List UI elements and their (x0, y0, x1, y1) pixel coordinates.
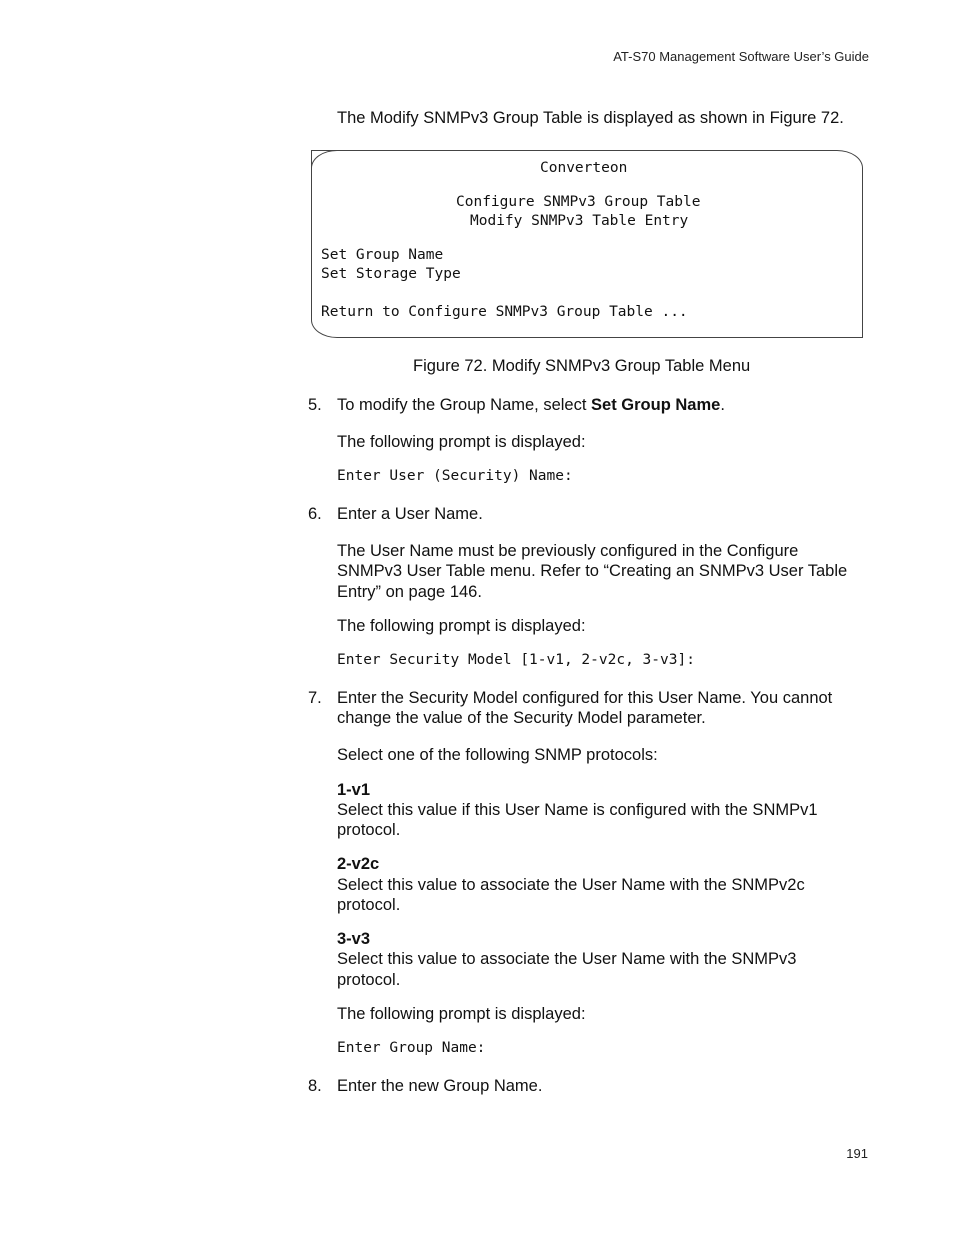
select-label: Select one of the following SNMP protocols: (337, 746, 658, 764)
step-5-text-end: . (720, 396, 725, 414)
prompt-label: The following prompt is displayed: (337, 617, 586, 635)
option-3-title: 3-v3 (337, 930, 371, 948)
step-8-text: Enter the new Group Name. (337, 1077, 543, 1095)
step-5-bold-term: Set Group Name (591, 396, 721, 414)
step-number: 6. (308, 505, 322, 523)
prompt-text: Enter Group Name: (337, 1040, 486, 1056)
step-7-text-line-2: change the value of the Security Model parameter. (337, 709, 706, 727)
step-5-text (337, 395, 725, 416)
prompt-text: Enter User (Security) Name: (337, 468, 573, 484)
screen-title: Converteon (540, 160, 628, 176)
step-6-paragraph-line-1: The User Name must be previously configured in the Configure (337, 542, 799, 560)
step-5-text-start: To modify the Group Name, select (337, 396, 592, 414)
figure-caption: Figure 72. Modify SNMPv3 Group Table Menu (413, 357, 751, 375)
option-1-desc-line-2: protocol. (337, 821, 401, 839)
step-6-paragraph-line-3: Entry” on page 146. (337, 583, 482, 601)
prompt-label: The following prompt is displayed: (337, 1005, 586, 1023)
screen-menu-title: Configure SNMPv3 Group Table (456, 194, 701, 210)
option-1-title: 1-v1 (337, 781, 371, 799)
option-2-title: 2-v2c (337, 855, 380, 873)
intro-paragraph: The Modify SNMPv3 Group Table is displayed as shown in Figure 72. (337, 109, 844, 127)
running-header: AT-S70 Management Software User’s Guide (613, 49, 869, 64)
step-6-text: Enter a User Name. (337, 505, 483, 523)
menu-item-return: Return to Configure SNMPv3 Group Table ... (321, 304, 688, 320)
step-number: 8. (308, 1077, 322, 1095)
menu-item-set-storage-type: Set Storage Type (321, 266, 461, 282)
option-3-desc-line-2: protocol. (337, 971, 401, 989)
option-2-desc-line-2: protocol. (337, 896, 401, 914)
step-6-paragraph-line-2: SNMPv3 User Table menu. Refer to “Creating an SNMPv3 User Table (337, 562, 848, 580)
page-number: 191 (846, 1146, 868, 1161)
prompt-text: Enter Security Model [1-v1, 2-v2c, 3-v3]: (337, 652, 695, 668)
option-3-desc-line-1: Select this value to associate the User Name with the SNMPv3 (337, 950, 797, 968)
menu-item-set-group-name: Set Group Name (321, 247, 444, 263)
screen-submenu-title: Modify SNMPv3 Table Entry (470, 213, 689, 229)
step-number: 7. (308, 689, 322, 707)
step-7-text-line-1: Enter the Security Model configured for this User Name. You cannot (337, 689, 833, 707)
option-1-desc-line-1: Select this value if this User Name is configured with the SNMPv1 (337, 801, 818, 819)
prompt-label: The following prompt is displayed: (337, 433, 586, 451)
step-number: 5. (308, 396, 322, 414)
option-2-desc-line-1: Select this value to associate the User Name with the SNMPv2c (337, 876, 805, 894)
